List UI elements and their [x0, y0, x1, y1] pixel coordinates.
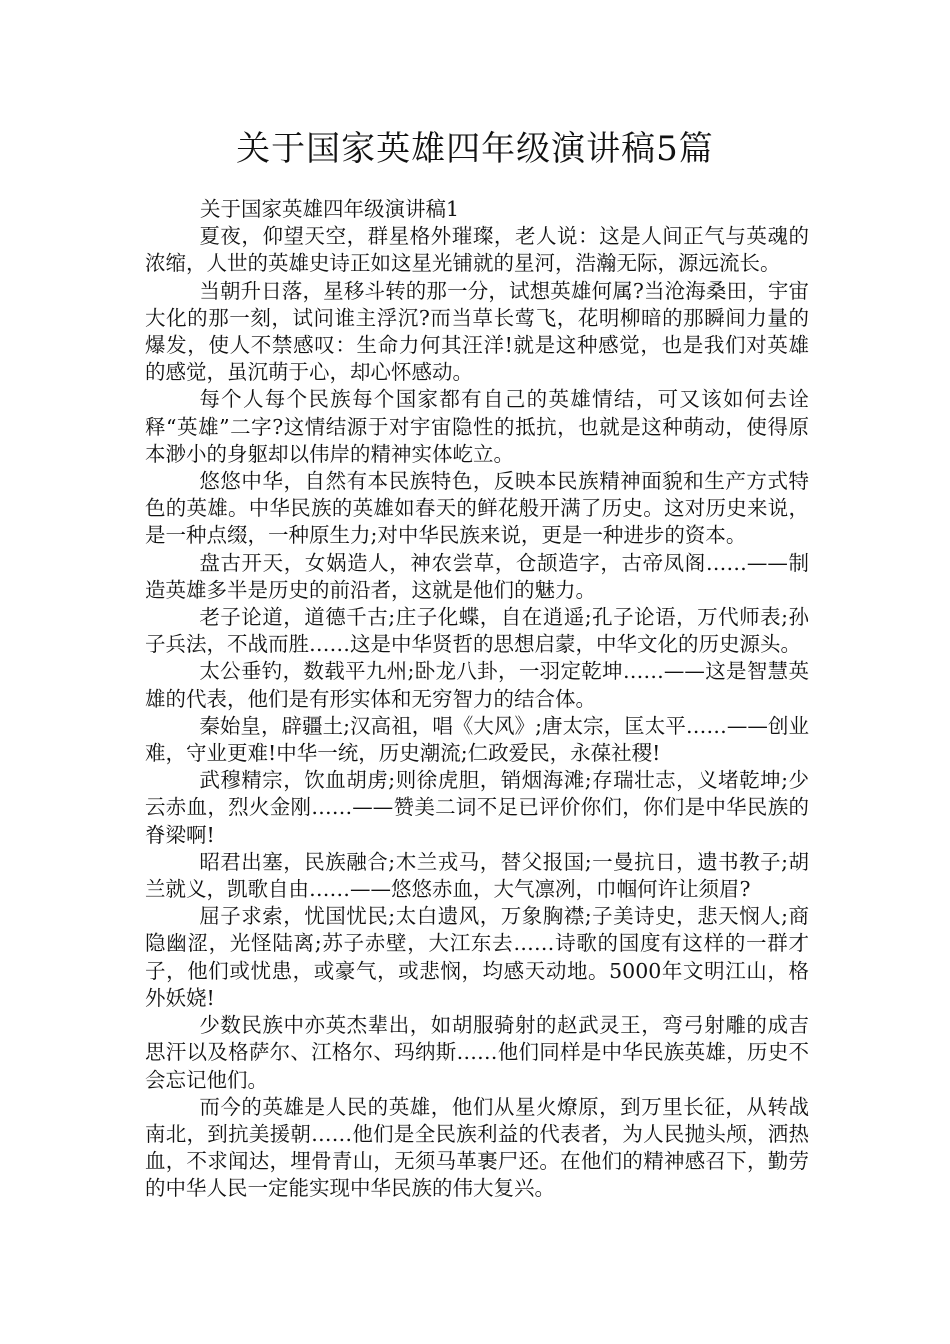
document-body [145, 196, 809, 1203]
paragraph-11: 屈子求索，忧国忧民;太白遗风，万象胸襟;子美诗史，悲天悯人;商隐幽涩，光怪陆离;苏子赤壁，大江东去……诗歌的国度有这样的一群才子，他们或忧患，或豪气，或悲悯，均感天动地。5000年文明江山，格外妖娆! [145, 904, 809, 1010]
paragraph-1: 夏夜，仰望天空，群星格外璀璨，老人说：这是人间正气与英魂的浓缩，人世的英雄史诗正如这星光铺就的星河，浩瀚无际，源远流长。 [145, 224, 809, 276]
paragraph-8: 秦始皇，辟疆土;汉高祖，唱《大风》;唐太宗，匡太平……——创业难，守业更难!中华一统，历史潮流;仁政爱民，永葆社稷! [145, 713, 809, 766]
paragraph-9: 武穆精宗，饮血胡虏;则徐虎胆，销烟海滩;存瑞壮志，义堵乾坤;少云赤血，烈火金刚……——赞美二词不足已评价你们，你们是中华民族的脊梁啊! [145, 768, 809, 847]
document-title: 关于国家英雄四年级演讲稿5篇 [236, 129, 714, 169]
paragraph-6: 老子论道，道德千古;庄子化蝶，自在逍遥;孔子论语，万代师表;孙子兵法，不战而胜……这是中华贤哲的思想启蒙，中华文化的历史源头。 [145, 605, 809, 657]
section-heading: 关于国家英雄四年级演讲稿1 [200, 197, 460, 221]
paragraph-7: 太公垂钓，数载平九州;卧龙八卦，一羽定乾坤……——这是智慧英雄的代表，他们是有形实体和无穷智力的结合体。 [145, 659, 809, 711]
paragraph-4: 悠悠中华，自然有本民族特色，反映本民族精神面貌和生产方式特色的英雄。中华民族的英雄如春天的鲜花般开满了历史。这对历史来说，是一种点缀，一种原生力;对中华民族来说，更是一种进步的资本。 [145, 469, 809, 548]
paragraph-12: 少数民族中亦英杰辈出，如胡服骑射的赵武灵王，弯弓射雕的成吉思汗以及格萨尔、江格尔、玛纳斯……他们同样是中华民族英雄，历史不会忘记他们。 [145, 1013, 809, 1092]
paragraph-13: 而今的英雄是人民的英雄，他们从星火燎原，到万里长征，从转战南北，到抗美援朝……他们是全民族利益的代表者，为人民抛头颅，洒热血，不求闻达，埋骨青山，无须马革裹尸还。在他们的精神感召下，勤劳的中华人民一定能实现中华民族的伟大复兴。 [145, 1094, 809, 1201]
paragraph-2: 当朝升日落，星移斗转的那一分，试想英雄何属?当沧海桑田，宇宙大化的那一刻，试问谁主浮沉?而当草长莺飞，花明柳暗的那瞬间力量的爆发，使人不禁感叹：生命力何其汪洋!就是这种感觉，也是我们对英雄的感觉，虽沉萌于心，却心怀感动。 [145, 278, 809, 385]
paragraph-5: 盘古开天，女娲造人，神农尝草，仓颉造字，古帝凤阁……——制造英雄多半是历史的前沿者，这就是他们的魅力。 [145, 550, 809, 602]
paragraph-10: 昭君出塞，民族融合;木兰戎马，替父报国;一曼抗日，遗书教子;胡兰就义，凯歌自由……——悠悠赤血，大气凛冽，巾帼何许让须眉? [145, 849, 809, 902]
paragraph-3: 每个人每个民族每个国家都有自己的英雄情结，可又该如何去诠释“英雄”二字?这情结源于对宇宙隐性的抵抗，也就是这种萌动，使得原本渺小的身躯却以伟岸的精神实体屹立。 [145, 387, 809, 466]
